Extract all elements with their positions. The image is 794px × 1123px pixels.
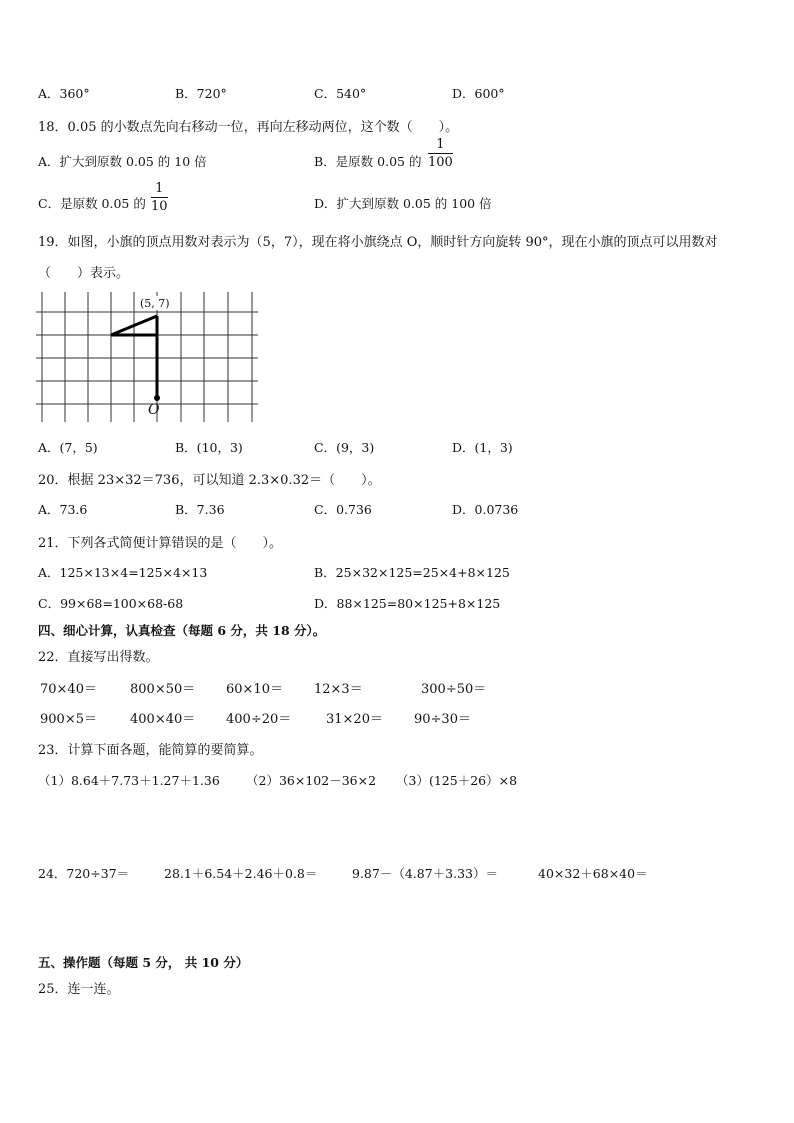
q23-stem: 23．计算下面各题，能简算的要简算。	[38, 743, 263, 758]
q17-option-c: C．540°	[314, 86, 367, 101]
q19-option-c: C．(9，3)	[314, 440, 375, 455]
grid-lines	[36, 292, 258, 422]
grid-figure	[36, 292, 258, 422]
q19-option-d: D．(1，3)	[452, 440, 513, 455]
origin-point	[154, 395, 160, 401]
q22-item: 31×20＝	[326, 712, 383, 727]
q22-item: 12×3＝	[314, 682, 363, 697]
q22-item: 900×5＝	[40, 712, 97, 727]
q20-option-b: B．7.36	[175, 502, 225, 517]
q24-item-3: 9.87－（4.87＋3.33）＝	[352, 866, 498, 881]
q22-item: 90÷30＝	[414, 712, 471, 727]
q20-option-a: A．73.6	[38, 502, 88, 517]
q20-stem: 20．根据 23×32＝736，可以知道 2.3×0.32＝（ ）。	[38, 473, 381, 488]
q18-option-c: C．是原数 0.05 的	[38, 196, 146, 211]
origin-label: O	[148, 402, 160, 418]
q24-item-1: 24．720÷37＝	[38, 866, 130, 881]
q18-option-c-fraction	[151, 182, 168, 213]
q17-option-a: A．360°	[38, 86, 90, 101]
q22-item: 60×10＝	[226, 682, 283, 697]
q23-item-2: （2）36×102－36×2	[246, 773, 377, 788]
q19-stem-line2: （ ）表示。	[38, 266, 130, 281]
q19-stem-line1: 19．如图，小旗的顶点用数对表示为（5，7），现在将小旗绕点 O，顺时针方向旋转 90°，现在小旗的顶点可以用数对	[38, 235, 718, 250]
q18-option-d: D．扩大到原数 0.05 的 100 倍	[314, 196, 492, 211]
q18-option-b-fraction	[428, 138, 453, 169]
q24-item-4: 40×32＋68×40＝	[538, 866, 648, 881]
q21-stem: 21．下列各式简便计算错误的是（ ）。	[38, 536, 283, 551]
q22-item: 300÷50＝	[421, 682, 487, 697]
q23-item-3: （3）(125＋26）×8	[396, 773, 518, 788]
q21-option-b: B．25×32×125=25×4+8×125	[314, 565, 510, 580]
q17-option-d: D．600°	[452, 86, 505, 101]
q21-option-a: A．125×13×4=125×4×13	[38, 565, 208, 580]
fraction-denominator: 10	[151, 199, 168, 214]
q18-option-b: B．是原数 0.05 的	[314, 154, 422, 169]
q24-item-2: 28.1＋6.54＋2.46＋0.8＝	[164, 866, 318, 881]
q21-option-d: D．88×125=80×125+8×125	[314, 596, 501, 611]
q20-option-d: D．0.0736	[452, 502, 519, 517]
section-4-heading: 四、细心计算，认真检查（每题 6 分，共 18 分）。	[38, 623, 326, 638]
vertex-label: (5, 7)	[140, 297, 170, 310]
q22-item: 400÷20＝	[226, 712, 292, 727]
q17-option-b: B．720°	[175, 86, 227, 101]
q22-item: 400×40＝	[130, 712, 196, 727]
q19-option-b: B．(10，3)	[175, 440, 243, 455]
section-5-heading: 五、操作题（每题 5 分， 共 10 分）	[38, 955, 249, 970]
q22-item: 800×50＝	[130, 682, 196, 697]
q23-item-1: （1）8.64＋7.73＋1.27＋1.36	[38, 773, 220, 788]
fraction-denominator: 100	[428, 155, 453, 170]
fraction-numerator: 1	[155, 181, 164, 196]
q22-item: 70×40＝	[40, 682, 97, 697]
q18-option-a: A．扩大到原数 0.05 的 10 倍	[38, 154, 207, 169]
q18-stem: 18．0.05 的小数点先向右移动一位，再向左移动两位，这个数（ ）。	[38, 120, 459, 135]
q19-option-a: A．(7，5)	[38, 440, 98, 455]
q20-option-c: C．0.736	[314, 502, 372, 517]
fraction-numerator: 1	[436, 137, 445, 152]
q25-stem: 25．连一连。	[38, 982, 120, 997]
q21-option-c: C．99×68=100×68-68	[38, 596, 184, 611]
q22-stem: 22．直接写出得数。	[38, 650, 159, 665]
